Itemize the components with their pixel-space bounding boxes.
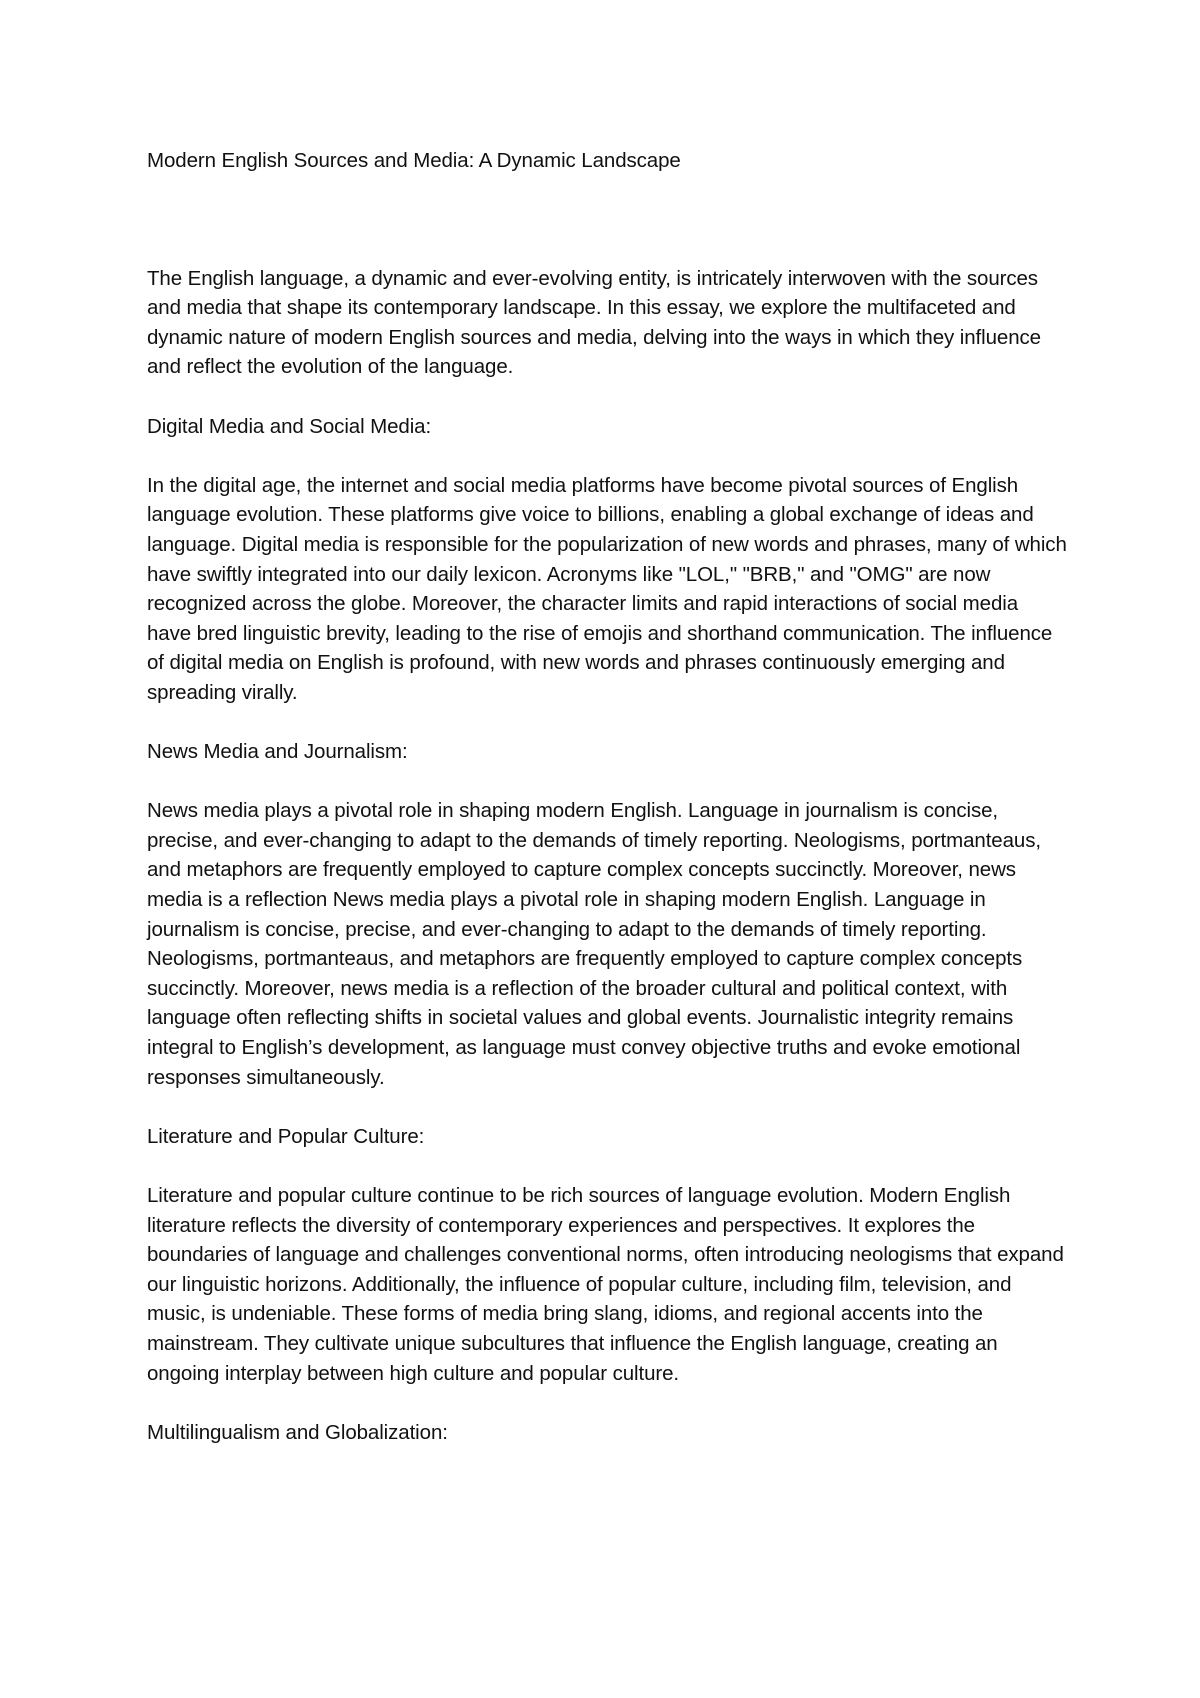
document-body [147,146,1067,1477]
document-title: Modern English Sources and Media: A Dynamic Landscape [147,149,681,172]
section-body-literature: Literature and popular culture continue to be rich sources of language evolution. Modern English literature reflects the diversity of contemporary experiences and perspectives. It explores the boundaries of language and challenges conventional norms, often introducing neologisms that expand our linguistic horizons. Additionally, the influence of popular culture, including film, television, and music, is undeniable. These forms of media bring slang, idioms, and regional accents into the mainstream. They cultivate unique subcultures that influence the English language, creating an ongoing interplay between high culture and popular culture. [147,1184,1064,1385]
section-heading-multilingualism: Multilingualism and Globalization: [147,1420,448,1444]
intro-paragraph: The English language, a dynamic and ever-evolving entity, is intricately interwoven with the sources and media that shape its contemporary landscape. In this essay, we explore the multifaceted and dynamic nature of modern English sources and media, delving into the ways in which they influence and reflect the evolution of the language. [147,266,1041,379]
section-body-news-media: News media plays a pivotal role in shaping modern English. Language in journalism is concise, precise, and ever-changing to adapt to the demands of timely reporting. Neologisms, portmanteaus, and metaphors are frequently employed to capture complex concepts succinctly. Moreover, news media is a reflection News media plays a pivotal role in shaping modern English. Language in journalism is concise, precise, and ever-changing to adapt to the demands of timely reporting. Neologisms, portmanteaus, and metaphors are frequently employed to capture complex concepts succinctly. Moreover, news media is a reflection of the broader cultural and political context, with language often reflecting shifts in societal values and global events. Journalistic integrity remains integral to English’s development, as language must convey objective truths and evoke emotional responses simultaneously. [147,799,1041,1089]
section-heading-news-media: News Media and Journalism: [147,740,408,764]
section-heading-literature: Literature and Popular Culture: [147,1124,425,1148]
section-body-digital-media: In the digital age, the internet and social media platforms have become pivotal sources of English language evolution. These platforms give voice to billions, enabling a global exchange of ideas and language. Digital media is responsible for the popularization of new words and phrases, many of which have swiftly integrated into our daily lexicon. Acronyms like "LOL," "BRB," and "OMG" are now recognized across the globe. Moreover, the character limits and rapid interactions of social media have bred linguistic brevity, leading to the rise of emojis and shorthand communication. The influence of digital media on English is profound, with new words and phrases continuously emerging and spreading virally. [147,473,1067,704]
section-heading-digital-media: Digital Media and Social Media: [147,414,432,438]
